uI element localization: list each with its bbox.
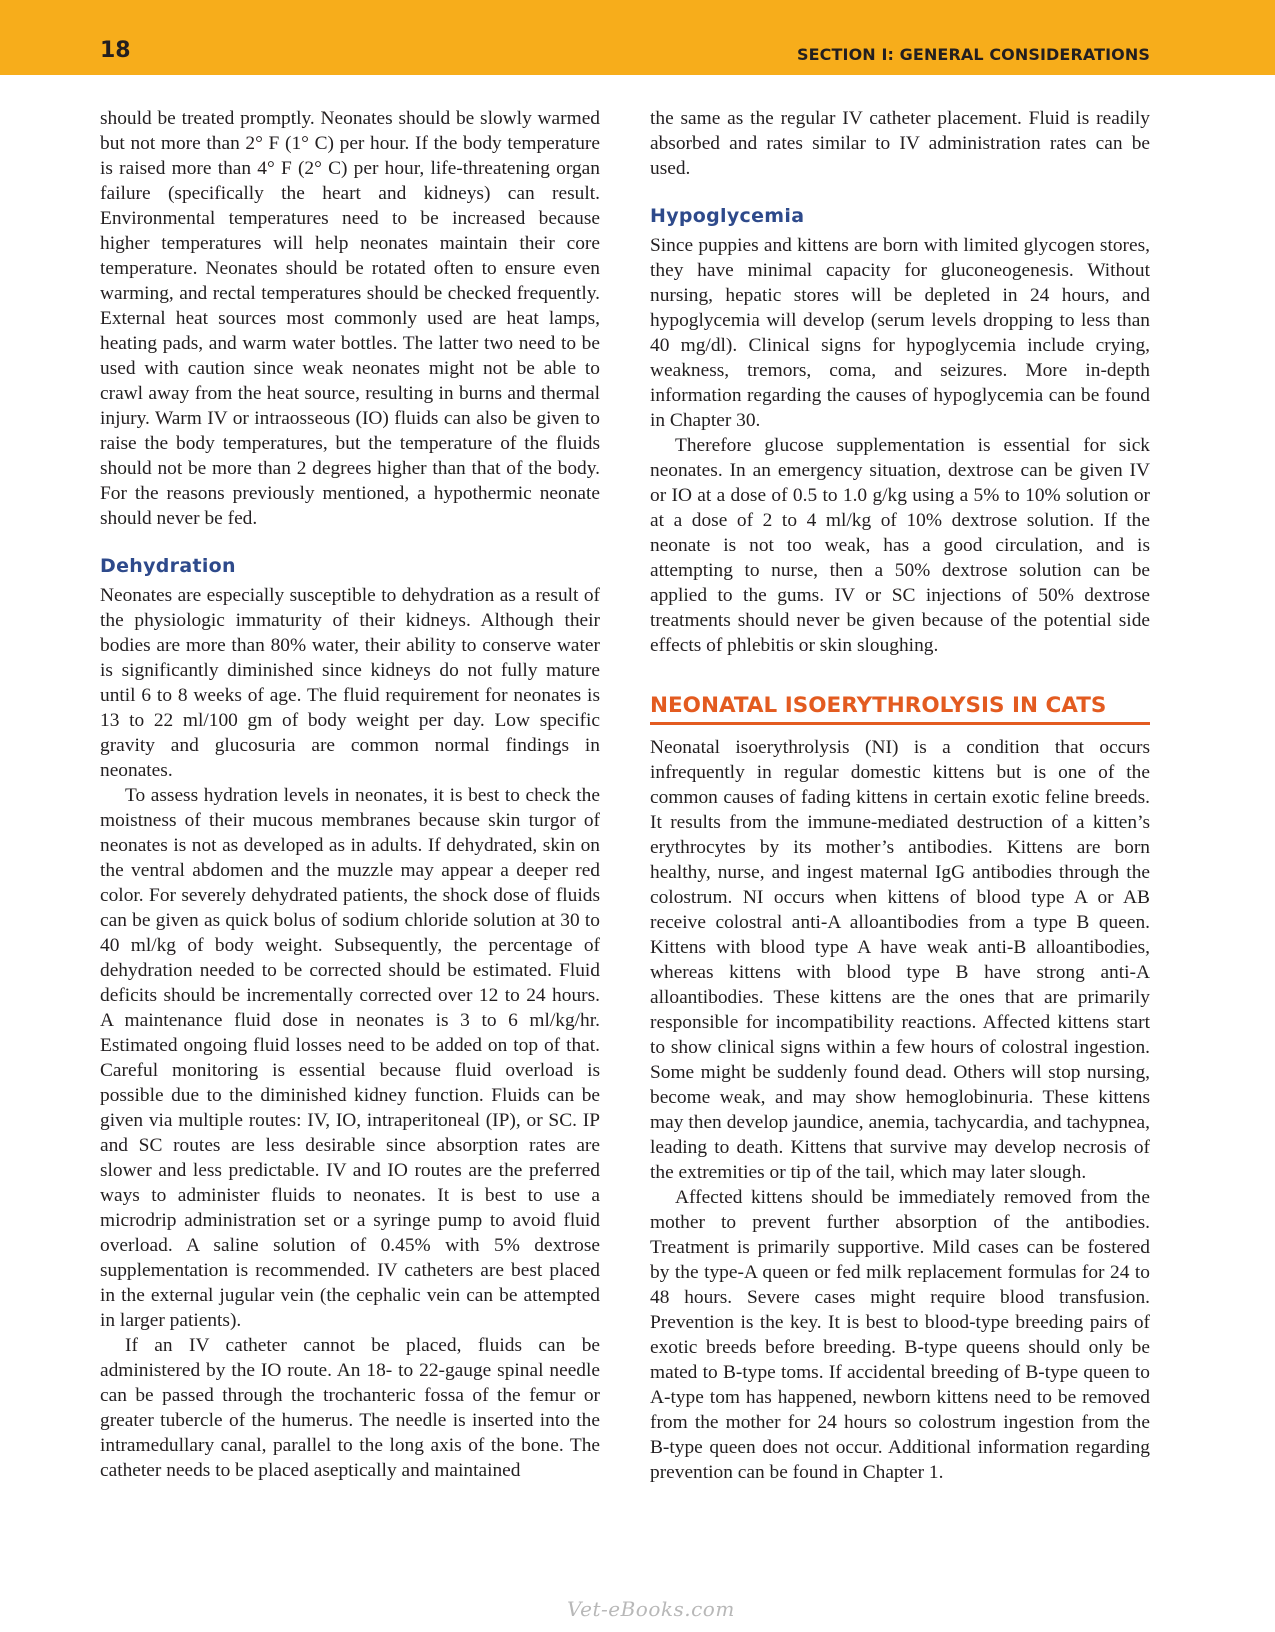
- hypoglycemia-heading: Hypoglycemia: [650, 205, 805, 227]
- paragraph: Neonates are especially susceptible to dehydration as a result of the physiologic immaturity of their kidneys. Although their bodies are more than 80% water, their ability to conserve water is significantly diminished since kidneys do not fully mature until 6 to 8 weeks of age. The fluid requirement for neonates is 13 to 22 ml/100 gm of body weight per day. Low specific gravity and glucosuria are common normal findings in neonates.: [100, 585, 600, 781]
- paragraph: the same as the regular IV catheter placement. Fluid is readily absorbed and rates similar to IV administration rates can be used.: [650, 108, 1150, 179]
- dehydration-heading: Dehydration: [100, 555, 236, 577]
- paragraph: If an IV catheter cannot be placed, fluids can be administered by the IO route. An 18- to 22-gauge spinal needle can be passed through the trochanteric fossa of the femur or greater tubercle of the humerus. The needle is inserted into the intramedullary canal, parallel to the long axis of the bone. The catheter needs to be placed aseptically and maintained: [100, 1335, 600, 1481]
- left-column: [100, 106, 600, 1483]
- paragraph: Since puppies and kittens are born with limited glycogen stores, they have minimal capacity for gluconeogenesis. Without nursing, hepatic stores will be depleted in 24 hours, and hypoglycemia will develop (serum levels dropping to less than 40 mg/dl). Clinical signs for hypoglycemia include crying, weakness, tremors, coma, and seizures. More in-depth information regarding the causes of hypoglycemia can be found in Chapter 30.: [650, 235, 1150, 431]
- page-number: 18: [100, 38, 131, 63]
- right-column: [650, 106, 1150, 1485]
- paragraph: Affected kittens should be immediately removed from the mother to prevent further absorption of the antibodies. Treatment is primarily supportive. Mild cases can be fostered by the type-A queen or fed milk replacement formulas for 24 to 48 hours. Severe cases might require blood transfusion. Prevention is the key. It is best to blood-type breeding pairs of exotic breeds before breeding. B-type queens should only be mated to B-type toms. If accidental breeding of B-type queen to A-type tom has happened, newborn kittens need to be removed from the mother for 24 hours so colostrum ingestion from the B-type queen does not occur. Additional information regarding prevention can be found in Chapter 1.: [650, 1187, 1150, 1483]
- neonatal-isoerythrolysis-heading: NEONATAL ISOERYTHROLYSIS IN CATS: [650, 692, 1150, 725]
- watermark-logo: Vet-eBooks.com: [567, 1597, 735, 1621]
- running-head: SECTION I: GENERAL CONSIDERATIONS: [797, 45, 1150, 64]
- paragraph: Neonatal isoerythrolysis (NI) is a condition that occurs infrequently in regular domestic kittens but is one of the common causes of fading kittens in certain exotic feline breeds. It results from the immune-mediated destruction of a kitten’s erythrocytes by its mother’s antibodies. Kittens are born healthy, nurse, and ingest maternal IgG antibodies through the colostrum. NI occurs when kittens of blood type A or AB receive colostral anti-A alloantibodies from a type B queen. Kittens with blood type A have weak anti-B alloantibodies, whereas kittens with blood type B have strong anti-A alloantibodies. These kittens are the ones that are primarily responsible for incompatibility reactions. Affected kittens start to show clinical signs within a few hours of colostral ingestion. Some might be suddenly found dead. Others will stop nursing, become weak, and may show hemoglobinuria. These kittens may then develop jaundice, anemia, tachycardia, and tachypnea, leading to death. Kittens that survive may develop necrosis of the extremities or tip of the tail, which may later slough.: [650, 737, 1150, 1183]
- paragraph: should be treated promptly. Neonates should be slowly warmed but not more than 2° F (1° C) per hour. If the body temperature is raised more than 4° F (2° C) per hour, life-threatening organ failure (specifically the heart and kidneys) can result. Environmental temperatures need to be increased because higher temperatures will help neonates maintain their core temperature. Neonates should be rotated often to ensure even warming, and rectal temperatures should be checked frequently. External heat sources most commonly used are heat lamps, heating pads, and warm water bottles. The latter two need to be used with caution since weak neonates might not be able to crawl away from the heat source, resulting in burns and thermal injury. Warm IV or intraosseous (IO) fluids can also be given to raise the body temperatures, but the temperature of the fluids should not be more than 2 degrees higher than that of the body. For the reasons previously mentioned, a hypothermic neonate should never be fed.: [100, 108, 600, 529]
- paragraph: Therefore glucose supplementation is essential for sick neonates. In an emergency situation, dextrose can be given IV or IO at a dose of 0.5 to 1.0 g/kg using a 5% to 10% solution or at a dose of 2 to 4 ml/kg of 10% dextrose solution. If the neonate is not too weak, has a good circulation, and is attempting to nurse, then a 50% dextrose solution can be applied to the gums. IV or SC injections of 50% dextrose treatments should never be given because of the potential side effects of phlebitis or skin sloughing.: [650, 435, 1150, 656]
- paragraph: To assess hydration levels in neonates, it is best to check the moistness of their mucous membranes because skin turgor of neonates is not as developed as in adults. If dehydrated, skin on the ventral abdomen and the muzzle may appear a deeper red color. For severely dehydrated patients, the shock dose of fluids can be given as quick bolus of sodium chloride solution at 30 to 40 ml/kg of body weight. Subsequently, the percentage of dehydration needed to be corrected should be estimated. Fluid deficits should be incrementally corrected over 12 to 24 hours. A maintenance fluid dose in neonates is 3 to 6 ml/kg/hr. Estimated ongoing fluid losses need to be added on top of that. Careful monitoring is essential because fluid overload is possible due to the diminished kidney function. Fluids can be given via multiple routes: IV, IO, intraperitoneal (IP), or SC. IP and SC routes are less desirable since absorption rates are slower and less predictable. IV and IO routes are the preferred ways to administer fluids to neonates. It is best to use a microdrip administration set or a syringe pump to avoid fluid overload. A saline solution of 0.45% with 5% dextrose supplementation is recommended. IV catheters are best placed in the external jugular vein (the cephalic vein can be attempted in larger patients).: [100, 785, 600, 1331]
